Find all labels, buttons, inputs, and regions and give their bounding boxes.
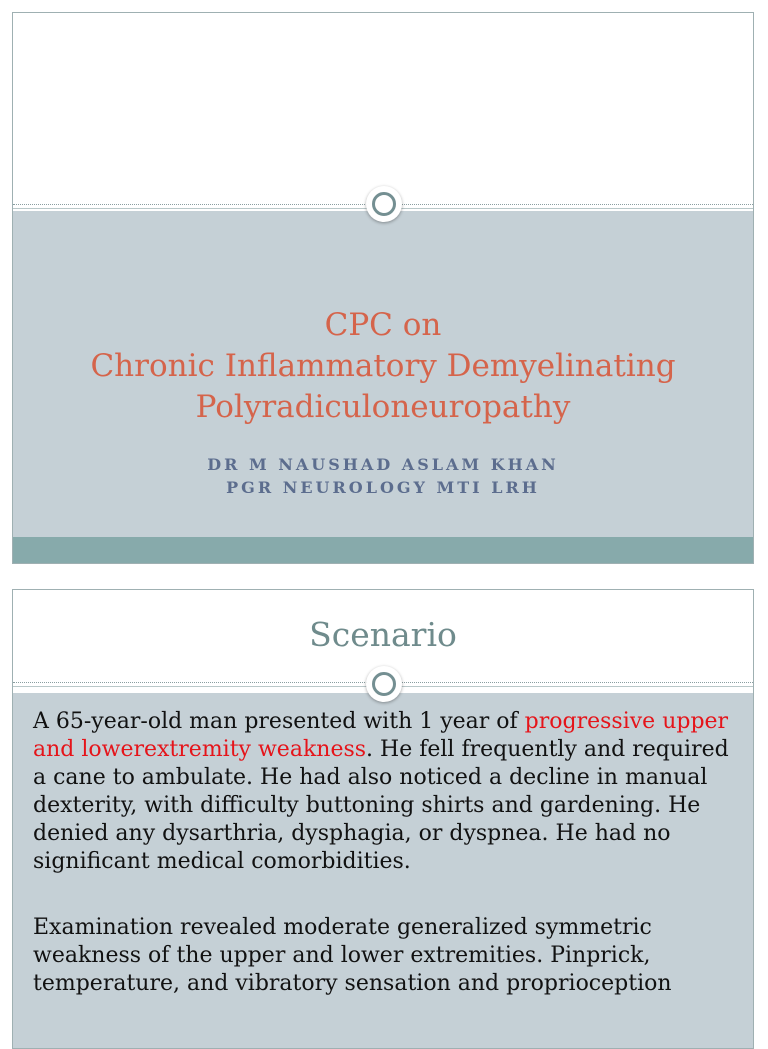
scenario-slide [12, 589, 754, 1049]
title-line: Chronic Inflammatory Demyelinating [90, 348, 676, 384]
footer-band [13, 537, 753, 564]
author-affiliation: PGR NEUROLOGY MTI LRH [226, 478, 540, 497]
title-slide [12, 12, 754, 564]
slide-subtitle [13, 453, 753, 499]
title-line: Polyradiculoneuropathy [195, 389, 571, 425]
scenario-body [33, 708, 733, 1036]
circle-ring-icon [366, 186, 402, 222]
highlighted-text: progressive upper and lowerextremity weakness [33, 709, 729, 762]
slide-header-area [13, 13, 753, 203]
author-name: DR M NAUSHAD ASLAM KHAN [207, 455, 559, 474]
paragraph-text: . He fell frequently and required a cane to ambulate. He had also noticed a decline in manual dexterity, with difficulty buttoning shirts and gardening. He denied any dysarthria, dysphagia, or dyspnea. He had no significant medical comorbidities. [33, 737, 729, 874]
paragraph-text: A 65-year-old man presented with 1 year of [33, 709, 525, 734]
paragraph: Examination revealed moderate generalized symmetric weakness of the upper and lower extremities. Pinprick, temperature, and vibratory sensation and proprioception [33, 915, 672, 996]
title-line: CPC on [324, 307, 442, 343]
slide-title: Scenario [309, 615, 457, 654]
paragraph [33, 708, 733, 876]
circle-ring-icon [366, 666, 402, 702]
slide-title [13, 305, 753, 428]
